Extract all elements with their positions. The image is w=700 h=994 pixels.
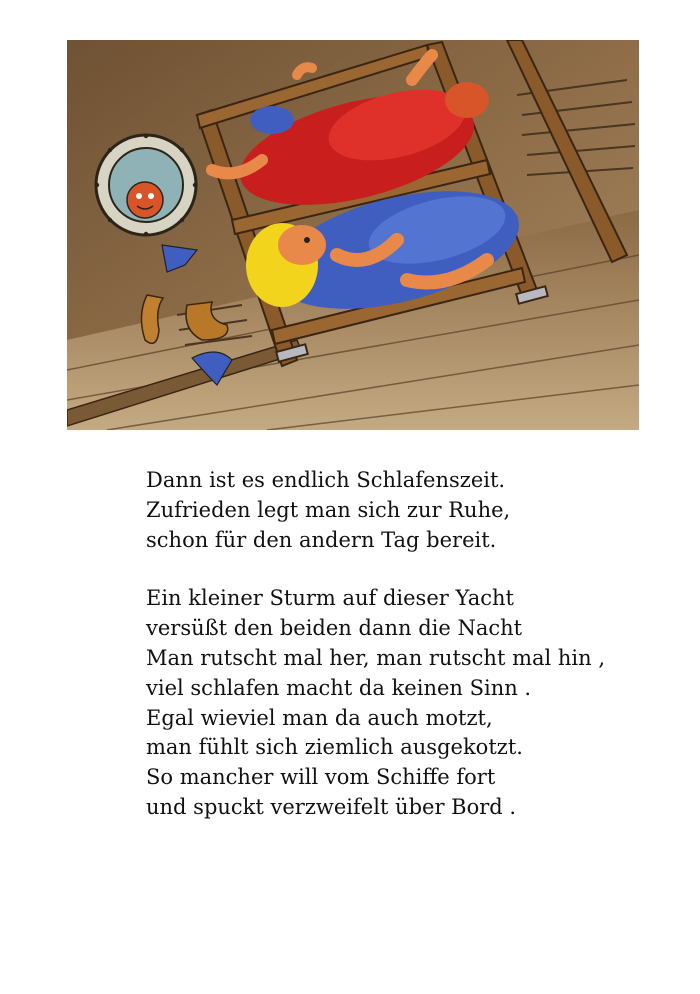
poem-line: man fühlt sich ziemlich ausgekotzt.: [146, 735, 523, 760]
poem: [146, 466, 646, 823]
storm-cabin-illustration: [67, 40, 639, 430]
poem-line: Zufrieden legt man sich zur Ruhe,: [146, 497, 511, 522]
poem-line: versüßt den beiden dann die Nacht: [146, 616, 523, 641]
poem-line: Man rutscht mal her, man rutscht mal hin ,: [146, 645, 606, 670]
poem-line: viel schlafen macht da keinen Sinn .: [146, 675, 532, 700]
illustration-svg: [67, 40, 639, 430]
poem-stanza: [146, 584, 646, 822]
poem-line: So mancher will vom Schiffe fort: [146, 765, 496, 790]
poem-line: Dann ist es endlich Schlafenszeit.: [146, 468, 506, 492]
poem-line: Ein kleiner Sturm auf dieser Yacht: [146, 586, 514, 611]
poem-line: Egal wieviel man da auch motzt,: [146, 705, 493, 730]
poem-line: und spuckt verzweifelt über Bord .: [146, 794, 517, 819]
poem-stanza: [146, 466, 646, 555]
poem-line: schon für den andern Tag bereit.: [146, 527, 497, 552]
porthole: [95, 134, 197, 236]
